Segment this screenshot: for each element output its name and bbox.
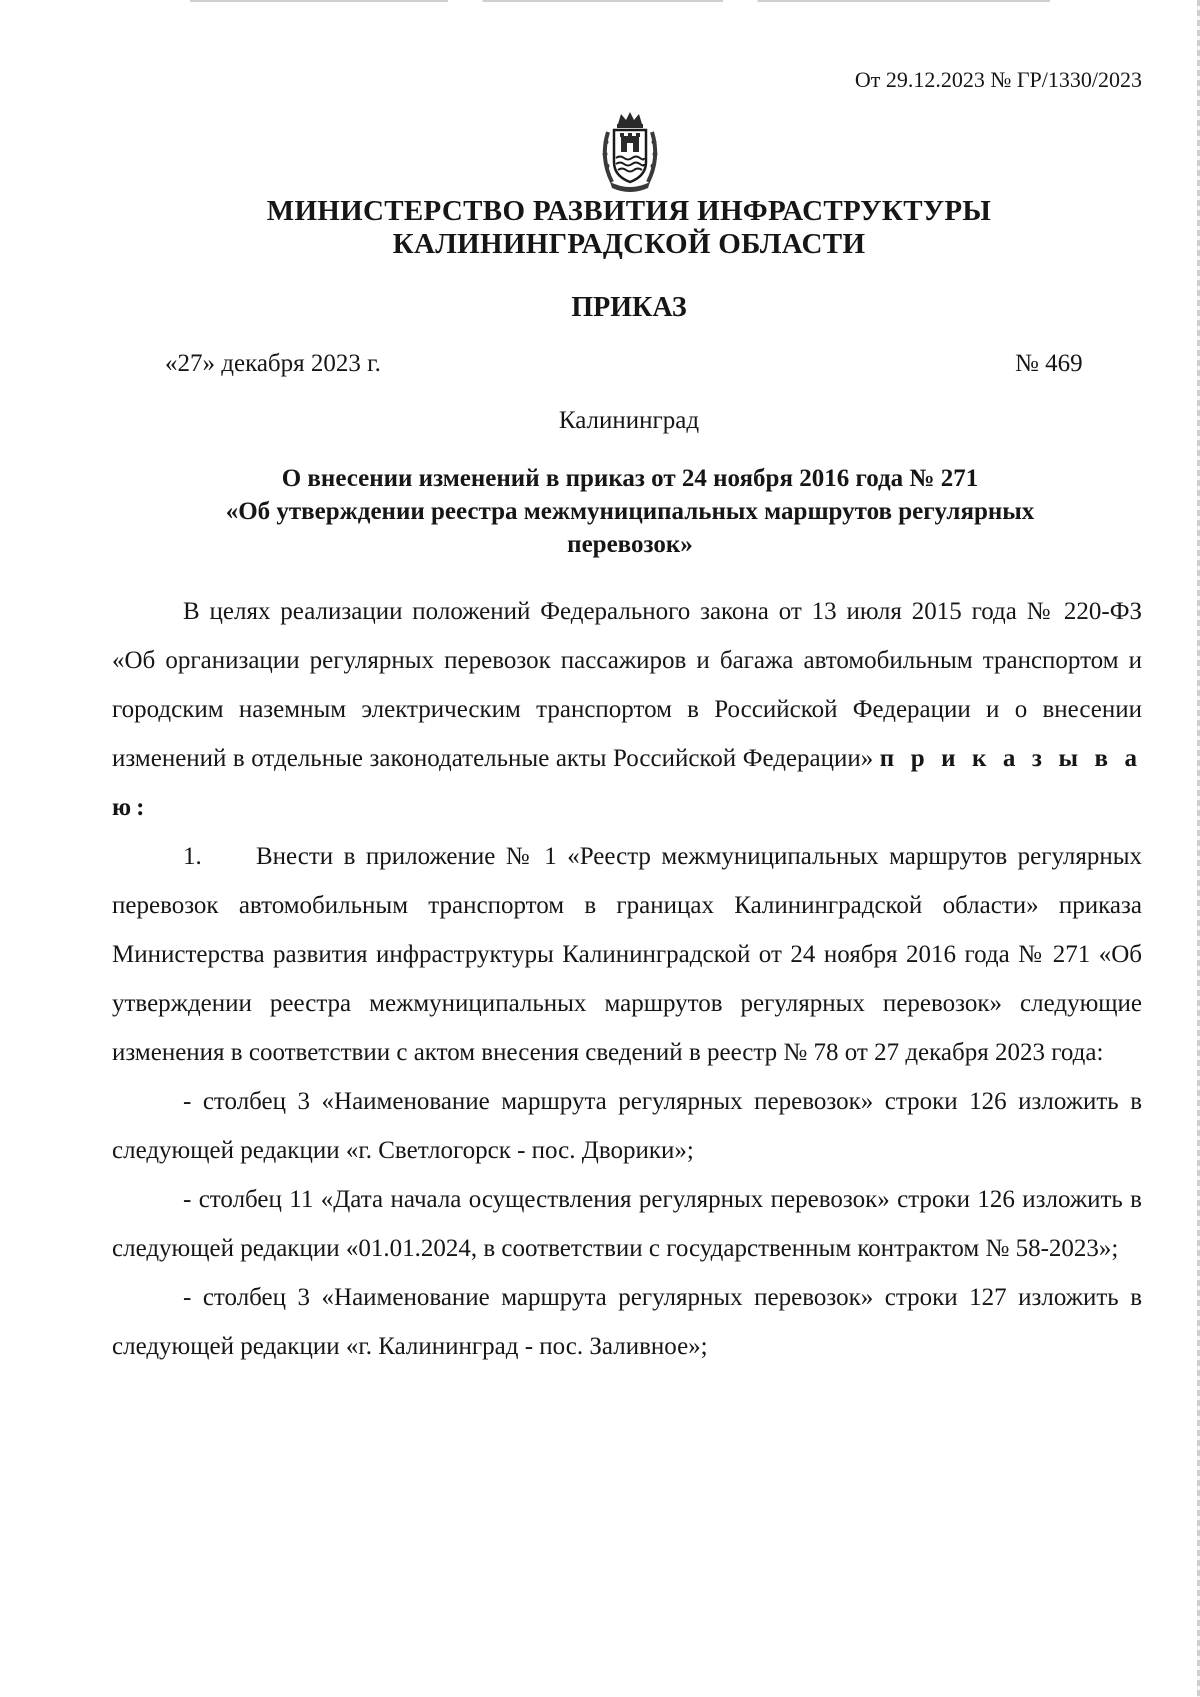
- decree-word: п р и к а з ы в а ю:: [112, 745, 1143, 821]
- document-body: [112, 587, 1142, 1371]
- item-1-number: 1.: [183, 843, 202, 870]
- title-line-3: перевозок»: [567, 531, 693, 558]
- registration-number: От 29.12.2023 № ГР/1330/2023: [854, 67, 1142, 92]
- order-date: «27» декабря 2023 г.: [165, 350, 381, 377]
- ministry-line-2: КАЛИНИНГРАДСКОЙ ОБЛАСТИ: [392, 228, 866, 260]
- ministry-name: [0, 195, 1200, 261]
- change-item: - столбец 3 «Наименование маршрута регулярных перевозок» строки 127 изложить в следующей редакции «г. Калининград - пос. Заливное»;: [112, 1284, 1142, 1360]
- item-1-paragraph: [112, 832, 1142, 1077]
- order-number: № 469: [1015, 350, 1083, 377]
- document-title: [160, 462, 1100, 561]
- city: Калининград: [558, 407, 700, 434]
- preamble-text: В целях реализации положений Федерального закона от 13 июля 2015 года № 220-ФЗ «Об организации регулярных перевозок пассажиров и багажа автомобильным транспортом и городским наземным электрическим транспортом в Российской Федерации и о внесении изменений в отдельные законодательные акты Российской Федерации»: [112, 598, 1142, 772]
- change-item: - столбец 3 «Наименование маршрута регулярных перевозок» строки 126 изложить в следующей редакции «г. Светлогорск - пос. Дворики»;: [112, 1088, 1142, 1164]
- coat-of-arms-icon: [594, 110, 666, 192]
- scan-artifact-top: [190, 0, 1050, 2]
- title-line-2: «Об утверждении реестра межмуниципальных маршрутов регулярных: [225, 498, 1035, 525]
- title-line-1: О внесении изменений в приказ от 24 ноября 2016 года № 271: [281, 465, 979, 492]
- document-type: ПРИКАЗ: [571, 292, 687, 323]
- ministry-line-1: МИНИСТЕРСТВО РАЗВИТИЯ ИНФРАСТРУКТУРЫ: [266, 195, 992, 227]
- change-item: - столбец 11 «Дата начала осуществления регулярных перевозок» строки 126 изложить в следующей редакции «01.01.2024, в соответствии с государственным контрактом № 58-2023»;: [112, 1186, 1142, 1262]
- preamble-paragraph: [112, 587, 1142, 832]
- item-1-text: Внести в приложение № 1 «Реестр межмуниципальных маршрутов регулярных перевозок автомобильным транспортом в границах Калининградской области» приказа Министерства развития инфраструктуры Калининградской от 24 ноября 2016 года № 271 «Об утверждении реестра межмуниципальных маршрутов регулярных перевозок» следующие изменения в соответствии с актом внесения сведений в реестр № 78 от 27 декабря 2023 года:: [112, 843, 1142, 1066]
